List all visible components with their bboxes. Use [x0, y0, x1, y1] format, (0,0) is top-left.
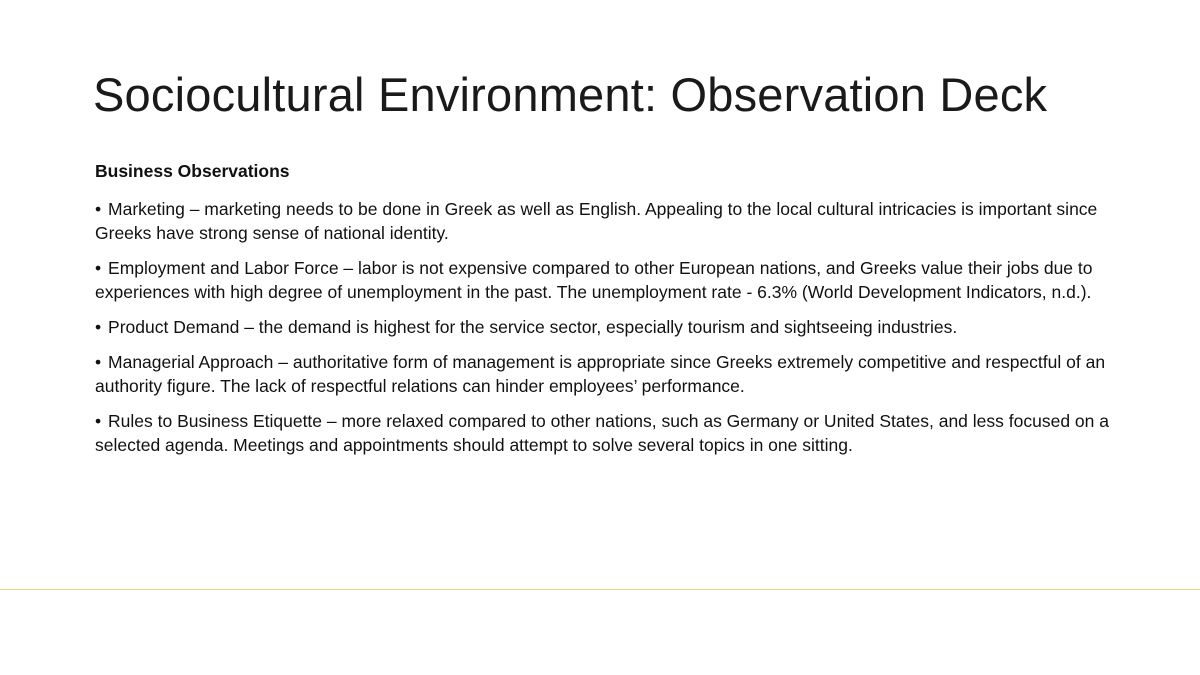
bullet-text: Managerial Approach – authoritative form of management is appropriate since Greeks extremely competitive and respectful of an authority figure. The lack of respectful relations can hinder employees’ performance.	[95, 351, 1106, 396]
bullet-list	[95, 197, 1125, 457]
bullet-dot: •	[95, 351, 102, 372]
bullet-item-marketing	[95, 197, 1125, 245]
bullet-item-managerial-approach	[95, 350, 1125, 398]
bullet-text: Employment and Labor Force – labor is not expensive compared to other European nations, and Greeks value their jobs due to experiences with high degree of unemployment in the past. The unemployment rate - 6.3% (World Development Indicators, n.d.).	[95, 257, 1093, 302]
footer-divider	[0, 589, 1200, 590]
bullet-item-product-demand	[95, 315, 1125, 339]
slide-content	[95, 160, 1125, 468]
bullet-text: Product Demand – the demand is highest for the service sector, especially tourism and sightseeing industries.	[108, 316, 958, 337]
bullet-text: Marketing – marketing needs to be done in Greek as well as English. Appealing to the local cultural intricacies is important since Greeks have strong sense of national identity.	[95, 198, 1098, 243]
bullet-dot: •	[95, 316, 102, 337]
bullet-dot: •	[95, 198, 102, 219]
section-heading: Business Observations	[95, 161, 290, 181]
bullet-item-employment	[95, 256, 1125, 304]
bullet-dot: •	[95, 410, 102, 431]
slide-title: Sociocultural Environment: Observation Deck	[93, 68, 1048, 121]
bullet-dot: •	[95, 257, 102, 278]
bullet-item-business-etiquette	[95, 409, 1125, 457]
bullet-text: Rules to Business Etiquette – more relaxed compared to other nations, such as Germany or United States, and less focused on a selected agenda. Meetings and appointments should attempt to solve several topics in one sitting.	[95, 410, 1109, 455]
